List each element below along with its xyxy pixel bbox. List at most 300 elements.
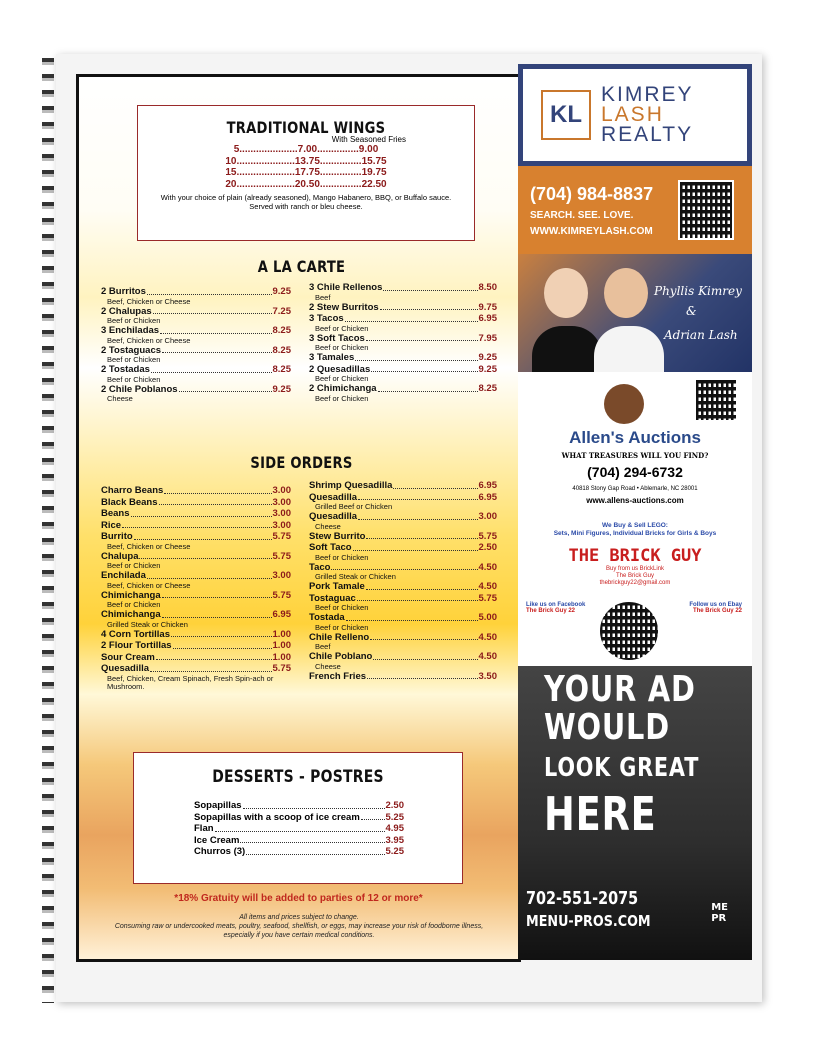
- wings-dots: .....................: [236, 167, 295, 178]
- menu-item-line: [309, 384, 497, 395]
- leader-dots: [366, 532, 477, 540]
- leader-dots: [151, 365, 272, 373]
- menu-item-line: [101, 521, 291, 532]
- menu-item: [309, 543, 497, 562]
- item-price: 5.75: [272, 550, 291, 562]
- menu-item: [101, 591, 291, 610]
- leader-dots: [370, 633, 477, 641]
- menu-item: [309, 672, 497, 683]
- wings-price-1: 13.75: [294, 155, 320, 167]
- menu-item: [101, 641, 291, 652]
- item-price: 3.00: [272, 570, 291, 581]
- item-price: 7.25: [272, 305, 291, 317]
- item-price: 7.95: [478, 332, 497, 344]
- brick-ebay: [689, 602, 742, 614]
- menu-item: [309, 353, 497, 364]
- menu-item-line: [309, 633, 497, 644]
- menu-item: [101, 610, 291, 629]
- leader-dots: [159, 498, 272, 506]
- agent-photo-2: [594, 326, 664, 372]
- item-price: 8.25: [478, 383, 497, 394]
- menu-item: [309, 283, 497, 302]
- allens-phone: (704) 294-6732: [587, 464, 683, 480]
- item-price: 9.75: [478, 301, 497, 313]
- menu-item-line: [101, 365, 291, 376]
- item-name: 2 Flour Tortillas: [101, 640, 172, 651]
- leader-dots: [134, 532, 272, 540]
- allens-address: 40818 Stony Gap Road • Ablemarle, NC 28001: [572, 486, 698, 492]
- menu-item-line: [101, 532, 291, 543]
- menu-item-line: [194, 836, 404, 847]
- item-description: Beef or Chicken: [107, 561, 161, 570]
- menu-item: [101, 346, 291, 365]
- menu-item-line: [309, 672, 497, 683]
- wings-dots: ...............: [317, 144, 359, 155]
- menu-pros-ad: [518, 666, 752, 960]
- menu-item-line: [101, 571, 291, 582]
- item-name: Tostada: [309, 612, 345, 623]
- menu-item-line: [101, 498, 291, 509]
- menu-item: [309, 481, 497, 492]
- brick-facebook: [526, 602, 585, 614]
- allens-tagline: WHAT TREASURES WILL YOU FIND?: [561, 451, 709, 460]
- brick-line-4: The Brick Guy: [615, 573, 654, 579]
- item-price: 3.00: [272, 485, 291, 496]
- item-name: Quesadilla: [101, 663, 150, 674]
- menu-item-line: [309, 283, 497, 294]
- item-price: 9.25: [478, 363, 497, 375]
- item-name: 3 Enchiladas: [101, 325, 160, 336]
- ad-line-2: WOULD: [544, 707, 670, 748]
- leader-dots: [162, 591, 272, 599]
- item-name: Soft Taco: [309, 542, 352, 553]
- item-name: Beans: [101, 508, 130, 519]
- item-description: Beef or Chicken: [107, 316, 161, 325]
- wings-row: [138, 179, 474, 191]
- wings-price-1: 17.75: [294, 167, 320, 178]
- item-name: Rice: [101, 519, 122, 531]
- item-description: Beef: [315, 642, 331, 651]
- menu-item-line: [309, 652, 497, 663]
- item-description: Cheese: [315, 661, 341, 671]
- menu-item: [194, 824, 404, 835]
- menu-item: [194, 836, 404, 847]
- menu-item: [309, 334, 497, 353]
- ad-line-3: LOOK GREAT: [544, 753, 700, 783]
- menu-item-line: [309, 314, 497, 325]
- item-name: 3 Tacos: [309, 313, 344, 324]
- item-name: Sour Cream: [101, 651, 155, 663]
- item-price: 3.00: [272, 508, 291, 519]
- leader-dots: [156, 653, 272, 661]
- leader-dots: [246, 847, 384, 855]
- allens-qr-code: [694, 378, 738, 422]
- item-price: 2.50: [385, 800, 404, 811]
- agent-name-1: Phyllis Kimrey: [654, 284, 742, 298]
- item-price: 8.25: [272, 344, 291, 356]
- item-name: 2 Quesadillas: [309, 363, 371, 375]
- item-price: 3.00: [478, 511, 497, 522]
- item-description: Beef or Chicken: [315, 393, 369, 403]
- item-name: Pork Tamale: [309, 581, 365, 592]
- binder-rings: [42, 58, 54, 1003]
- item-name: 3 Chile Rellenos: [309, 282, 383, 293]
- wings-price-1: 20.50: [294, 178, 320, 190]
- item-name: 4 Corn Tortillas: [101, 628, 170, 640]
- item-price: 5.75: [478, 592, 497, 604]
- leader-dots: [331, 563, 477, 571]
- item-description: Beef, Chicken or Cheese: [107, 541, 191, 551]
- wings-dots: .....................: [239, 144, 298, 155]
- agent-face-1: [544, 268, 588, 318]
- item-name: Charro Beans: [101, 485, 164, 496]
- item-price: 4.50: [478, 651, 497, 662]
- menu-item: [101, 521, 291, 532]
- menu-item: [309, 594, 497, 613]
- ad-line-4: HERE: [544, 787, 657, 841]
- menu-item: [101, 509, 291, 520]
- kimrey-url: WWW.KIMREYLASH.COM: [530, 226, 653, 237]
- item-description: Beef or Chicken: [315, 343, 369, 352]
- agent-face-2: [604, 268, 648, 318]
- item-price: 8.25: [272, 325, 291, 336]
- menu-item: [101, 552, 291, 571]
- leader-dots: [361, 813, 385, 821]
- leader-dots: [378, 384, 478, 392]
- leader-dots: [162, 610, 272, 618]
- leader-dots: [353, 543, 478, 551]
- menu-item-line: [309, 613, 497, 624]
- menu-item: [309, 652, 497, 671]
- menu-item: [309, 384, 497, 403]
- item-name: Ice Cream: [194, 834, 240, 846]
- menu-pros-url: MENU-PROS.COM: [526, 912, 651, 930]
- item-description: Cheese: [107, 394, 133, 403]
- wings-row: [138, 156, 474, 168]
- item-description: Beef, Chicken or Cheese: [107, 296, 191, 306]
- gavel-icon: [604, 384, 644, 424]
- wings-box: [137, 105, 475, 241]
- leader-dots: [131, 509, 272, 517]
- item-name: 2 Stew Burritos: [309, 301, 379, 313]
- wings-dots: ...............: [319, 178, 362, 190]
- item-name: 2 Chile Poblanos: [101, 383, 178, 395]
- menu-item: [309, 512, 497, 531]
- menu-item: [101, 307, 291, 326]
- menu-item-line: [101, 630, 291, 641]
- item-description: Beef, Chicken or Cheese: [107, 335, 191, 345]
- sides-title: SIDE ORDERS: [250, 453, 353, 472]
- item-price: 5.25: [385, 846, 404, 857]
- brick-email: thebrickguy22@gmail.com: [599, 580, 671, 586]
- menu-item: [101, 653, 291, 664]
- gratuity-notice: *18% Gratuity will be added to parties of 12 or more*: [174, 893, 423, 904]
- item-name: Burrito: [101, 531, 133, 542]
- item-name: Churros (3): [194, 846, 246, 857]
- menu-item-line: [101, 610, 291, 621]
- desserts-list: [194, 801, 404, 859]
- wings-price-table: [138, 144, 474, 190]
- leader-dots: [366, 582, 478, 590]
- allens-auctions-ad: [518, 372, 752, 518]
- menu-item: [309, 582, 497, 593]
- item-price: 3.50: [478, 670, 497, 682]
- leader-dots: [147, 571, 272, 579]
- leader-dots: [373, 652, 477, 660]
- allens-url: www.allens-auctions.com: [586, 496, 684, 505]
- leader-dots: [173, 641, 272, 649]
- alacarte-title: A LA CARTE: [257, 257, 346, 276]
- item-name: 2 Tostadas: [101, 364, 150, 375]
- item-price: 8.50: [478, 282, 497, 293]
- menu-item: [101, 630, 291, 641]
- wings-row: [138, 144, 474, 156]
- leader-dots: [380, 303, 478, 311]
- menu-item-line: [194, 801, 404, 812]
- wings-pieces: 5: [233, 144, 240, 155]
- item-description: Beef, Chicken, Cream Spinach, Fresh Spin-ach or Mushroom.: [107, 673, 274, 691]
- item-name: Enchilada: [101, 570, 146, 581]
- leader-dots: [345, 314, 478, 322]
- menu-panel: [76, 74, 521, 962]
- wings-pieces: 20: [225, 178, 237, 190]
- menu-item-line: [309, 532, 497, 543]
- item-price: 9.25: [272, 286, 291, 297]
- kimrey-qr-code: [678, 180, 734, 240]
- item-name: 2 Tostaguacs: [101, 344, 162, 356]
- leader-dots: [357, 594, 478, 602]
- item-description: Beef: [315, 292, 331, 302]
- item-price: 4.50: [478, 631, 497, 643]
- wings-price-2: 9.00: [358, 144, 379, 155]
- item-name: 3 Soft Tacos: [309, 332, 365, 344]
- wings-title: TRADITIONAL WINGS: [226, 118, 386, 137]
- leader-dots: [346, 613, 478, 621]
- menu-item-line: [309, 353, 497, 364]
- item-name: Chile Relleno: [309, 631, 370, 643]
- item-name: Shrimp Quesadilla: [309, 480, 393, 491]
- brick-line-3: Buy from us BrickLink: [605, 566, 665, 572]
- leader-dots: [153, 307, 272, 315]
- item-name: Chimichanga: [101, 609, 161, 620]
- menu-item-line: [194, 824, 404, 835]
- wings-row: [138, 167, 474, 179]
- allens-name: Allen's Auctions: [569, 428, 701, 447]
- menu-pros-logo-1: ME: [711, 902, 728, 913]
- item-price: 6.95: [478, 313, 497, 324]
- item-price: 3.00: [272, 519, 291, 531]
- item-price: 4.95: [385, 823, 404, 834]
- kimrey-tagline: SEARCH. SEE. LOVE.: [530, 210, 634, 221]
- item-name: Sopapillas with a scoop of ice cream: [194, 811, 360, 823]
- item-description: Cheese: [315, 521, 341, 531]
- brick-ebay-name: The Brick Guy 22: [692, 608, 742, 614]
- leader-dots: [358, 493, 477, 501]
- leader-dots: [164, 486, 271, 494]
- wings-subtitle: With Seasoned Fries: [331, 135, 406, 144]
- menu-item: [309, 303, 497, 314]
- item-price: 1.00: [272, 640, 291, 651]
- menu-item: [101, 571, 291, 590]
- item-description: Grilled Steak or Chicken: [107, 619, 188, 629]
- wings-price-2: 22.50: [361, 178, 387, 190]
- sides-right-column: [309, 481, 497, 683]
- item-price: 2.50: [478, 542, 497, 553]
- menu-item-line: [309, 512, 497, 523]
- item-name: Chile Poblano: [309, 651, 373, 662]
- menu-item: [101, 385, 291, 404]
- item-description: Beef or Chicken: [315, 603, 369, 612]
- food-safety-warning: Consuming raw or undercooked meats, poultry, seafood, shellfish, or eggs, may increase your risk of foodborne illness, especially if you have certain medical conditions.: [114, 923, 484, 939]
- leader-dots: [367, 672, 477, 680]
- item-name: Quesadilla: [309, 511, 358, 522]
- menu-item: [309, 493, 497, 512]
- item-name: Flan: [194, 823, 214, 834]
- wings-dots: ...............: [319, 167, 362, 178]
- item-price: 1.00: [272, 628, 291, 640]
- agent-name-2: Adrian Lash: [664, 328, 738, 342]
- menu-item: [309, 633, 497, 652]
- item-price: 6.95: [478, 480, 497, 491]
- menu-item: [194, 847, 404, 858]
- brick-ebay-label: Follow us on Ebay: [689, 602, 742, 608]
- leader-dots: [150, 664, 271, 672]
- leader-dots: [243, 801, 385, 809]
- item-name: 2 Chimichanga: [309, 383, 377, 394]
- item-price: 5.75: [272, 531, 291, 542]
- item-description: Beef or Chicken: [107, 355, 161, 364]
- menu-pros-phone: 702-551-2075: [526, 888, 639, 909]
- menu-item: [101, 326, 291, 345]
- item-price: 3.95: [385, 834, 404, 846]
- item-price: 6.95: [272, 609, 291, 620]
- item-name: Quesadilla: [309, 491, 358, 503]
- agents-photo: [518, 254, 752, 372]
- item-description: Beef or Chicken: [107, 374, 161, 384]
- menu-item-line: [101, 287, 291, 298]
- leader-dots: [240, 836, 384, 844]
- item-name: Sopapillas: [194, 800, 242, 811]
- menu-item: [309, 314, 497, 333]
- item-description: Beef or Chicken: [315, 323, 369, 333]
- menu-item-line: [309, 582, 497, 593]
- leader-dots: [122, 521, 271, 529]
- agent-photo-1: [532, 326, 602, 372]
- menu-item: [194, 813, 404, 824]
- desserts-title: DESSERTS - POSTRES: [212, 767, 384, 787]
- item-price: 4.50: [478, 561, 497, 573]
- menu-item-line: [309, 543, 497, 554]
- item-description: Grilled Steak or Chicken: [315, 572, 396, 581]
- brick-facebook-name: The Brick Guy 22: [526, 608, 576, 614]
- item-price: 5.75: [272, 589, 291, 601]
- leader-dots: [160, 326, 271, 334]
- wings-note: With your choice of plain (already seasoned), Mango Habanero, BBQ, or Buffalo sauce. Served with ranch or bleu cheese.: [160, 193, 452, 211]
- menu-item: [101, 287, 291, 306]
- leader-dots: [355, 353, 477, 361]
- item-name: Tostaguac: [309, 592, 356, 604]
- menu-item-line: [194, 813, 404, 824]
- brick-facebook-label: Like us on Facebook: [526, 602, 586, 608]
- item-price: 3.00: [272, 496, 291, 508]
- menu-item: [101, 365, 291, 384]
- item-price: 4.50: [478, 581, 497, 592]
- leader-dots: [366, 334, 478, 342]
- item-description: Beef or Chicken: [315, 552, 369, 562]
- menu-item: [101, 532, 291, 551]
- kimrey-word: KIMREY: [601, 83, 694, 106]
- menu-item-line: [101, 664, 291, 675]
- item-price: 1.00: [272, 651, 291, 663]
- wings-price-1: 7.00: [297, 144, 318, 155]
- desserts-box: [133, 752, 463, 884]
- item-name: Stew Burrito: [309, 530, 366, 542]
- item-name: French Fries: [309, 670, 367, 682]
- menu-item: [101, 664, 291, 691]
- menu-item: [309, 365, 497, 384]
- kimrey-lash-ad: [518, 64, 752, 166]
- fine-print: [109, 913, 489, 940]
- menu-item-line: [309, 303, 497, 314]
- alacarte-right-column: [309, 283, 497, 404]
- item-description: Beef, Chicken or Cheese: [107, 580, 191, 590]
- alacarte-left-column: [101, 287, 291, 404]
- sides-left-column: [101, 486, 291, 692]
- brick-guy-ad: [518, 518, 752, 666]
- kimrey-lash-logo: KL: [541, 90, 591, 140]
- item-name: Chalupa: [101, 550, 139, 562]
- menu-item: [101, 498, 291, 509]
- item-price: 5.75: [272, 663, 291, 674]
- item-price: 5.00: [478, 612, 497, 623]
- menu-item: [309, 563, 497, 582]
- item-price: 6.95: [478, 491, 497, 503]
- leader-dots: [171, 630, 272, 638]
- realty-word: REALTY: [601, 123, 694, 146]
- leader-dots: [139, 552, 271, 560]
- lash-word: LASH: [601, 103, 664, 126]
- leader-dots: [371, 365, 477, 373]
- leader-dots: [215, 824, 385, 832]
- menu-item-line: [101, 641, 291, 652]
- item-name: Black Beans: [101, 496, 158, 508]
- brick-qr-code: [598, 600, 660, 662]
- menu-item: [309, 532, 497, 543]
- wings-price-2: 15.75: [361, 155, 387, 167]
- menu-pros-logo: [711, 902, 728, 924]
- item-name: Taco: [309, 561, 331, 573]
- menu-item-line: [101, 653, 291, 664]
- agent-ampersand: &: [686, 304, 697, 318]
- menu-item: [194, 801, 404, 812]
- wings-dots: .....................: [236, 178, 295, 190]
- leader-dots: [358, 512, 477, 520]
- kimrey-contact-ad: [518, 166, 752, 254]
- wings-dots: ...............: [319, 155, 362, 167]
- brick-line-2: Sets, Mini Figures, Individual Bricks for Girls & Boys: [553, 530, 717, 537]
- item-description: Beef or Chicken: [107, 600, 161, 609]
- item-price: 9.25: [272, 383, 291, 395]
- ad-line-1: YOUR AD: [544, 669, 696, 710]
- kimrey-phone: (704) 984-8837: [530, 184, 654, 204]
- brick-line-1: We Buy & Sell LEGO:: [602, 522, 668, 529]
- item-price: 5.25: [385, 811, 404, 823]
- menu-item-line: [194, 847, 404, 858]
- item-name: Chimichanga: [101, 589, 161, 601]
- leader-dots: [383, 283, 477, 291]
- menu-item: [101, 486, 291, 497]
- brick-guy-title: THE BRICK GUY: [568, 546, 702, 566]
